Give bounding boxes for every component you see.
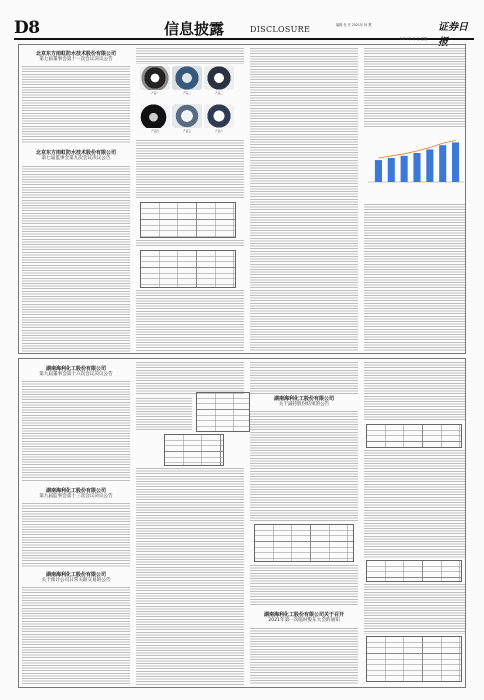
announcement-heading-1 [22,51,130,63]
data-table-6 [366,424,462,448]
growth-chart [364,130,468,200]
bottom-column-1-text-b [22,503,130,567]
bottom-column-3-text-a [250,362,358,394]
column-2-text-c [136,240,244,248]
bottom-column-3-text-b [250,411,358,521]
announcement-heading-d [250,396,358,408]
bottom-column-3-text-c [250,565,358,605]
announcement-heading-e [236,612,372,624]
product-image-5 [172,104,202,128]
chart-bar [439,145,446,182]
announcement-heading-b [22,488,130,500]
announcement-heading-a [22,366,130,378]
data-table-4 [164,434,224,466]
chart-bar [388,158,395,182]
data-table-5 [254,524,354,562]
announcement-heading-2-title: 第七届监事会第九次会议决议公告 [41,156,111,161]
product-caption-5: 产品五 [183,130,191,133]
column-1-text-a [22,66,130,144]
announcement-heading-1-company: 北京东方雨虹防水技术股份有限公司 [35,51,116,57]
announcement-heading-a-company: 湖南海利化工股份有限公司 [45,366,106,372]
product-image-1 [140,66,170,90]
chart-bar [452,142,459,182]
announcement-heading-a-title: 第九届董事会第十六次会议决议公告 [39,372,113,377]
chart-bar [401,156,408,182]
bottom-column-2-text-c [136,468,244,685]
bottom-column-1-text-a [22,381,130,481]
masthead-date: 2021年 月 日 星期 [400,37,428,41]
newspaper-logo: 证券日报 [438,22,468,48]
announcement-heading-e-title: 2021年第一次临时股东大会的通知 [268,618,340,623]
section-english-title: DISCLOSURE [250,25,311,34]
chart-bar [413,153,420,182]
product-caption-3: 产品三 [215,92,223,95]
column-4-text-a [364,48,466,128]
announcement-heading-d-company: 湖南海利化工股份有限公司 [273,396,334,402]
bottom-column-2-text-a [136,362,244,396]
announcement-heading-b-title: 第九届监事会第十三次会议决议公告 [39,494,113,499]
bottom-column-2-text-b [136,398,192,430]
bottom-column-4-text-a [364,362,466,422]
data-table-2 [140,250,236,288]
product-caption-4: 产品四 [151,130,159,133]
announcement-heading-c [22,572,130,584]
column-2-text-b [136,140,244,200]
announcement-heading-c-company: 湖南海利化工股份有限公司 [45,572,106,578]
column-1-text-b [22,166,130,352]
product-caption-2: 产品二 [183,92,191,95]
data-table-8 [366,636,462,682]
bottom-column-1-text-c [22,587,130,685]
section-title: 信息披露 [164,20,225,38]
data-table-3 [196,392,250,432]
product-image-4 [140,104,170,128]
column-2-text-a [136,48,244,64]
bottom-column-4-text-c [364,584,466,634]
announcement-heading-2-company: 北京东方雨虹防水技术股份有限公司 [35,150,116,156]
data-table-7 [366,560,462,582]
announcement-heading-1-title: 第七届董事会第十一次会议决议公告 [39,57,113,62]
column-4-text-b [364,204,466,352]
chart-bar [426,149,433,182]
page-number: D8 [14,18,40,38]
column-2-text-d [136,290,244,352]
column-3-text [250,48,358,352]
chart-bar [375,160,382,182]
data-table-1 [140,202,236,238]
announcement-heading-c-title: 关于预计公司日常关联交易的公告 [41,578,111,583]
bottom-column-3-text-d [250,628,358,685]
product-caption-1: 产品一 [151,92,159,95]
growth-chart-svg [364,130,468,188]
announcement-heading-b-company: 湖南海利化工股份有限公司 [45,488,106,494]
product-image-3 [204,66,234,90]
product-image-2 [172,66,202,90]
bottom-column-4-text-b [364,450,466,558]
product-image-6 [204,104,234,128]
product-caption-6: 产品六 [215,130,223,133]
masthead-meta: 编辑 杜 安 2021年 杨 慧 [336,23,372,27]
announcement-heading-d-title: 关于减持股份结果的公告 [278,402,330,407]
announcement-heading-e-company: 湖南海利化工股份有限公司关于召开 [263,612,344,618]
announcement-heading-2 [22,150,130,162]
